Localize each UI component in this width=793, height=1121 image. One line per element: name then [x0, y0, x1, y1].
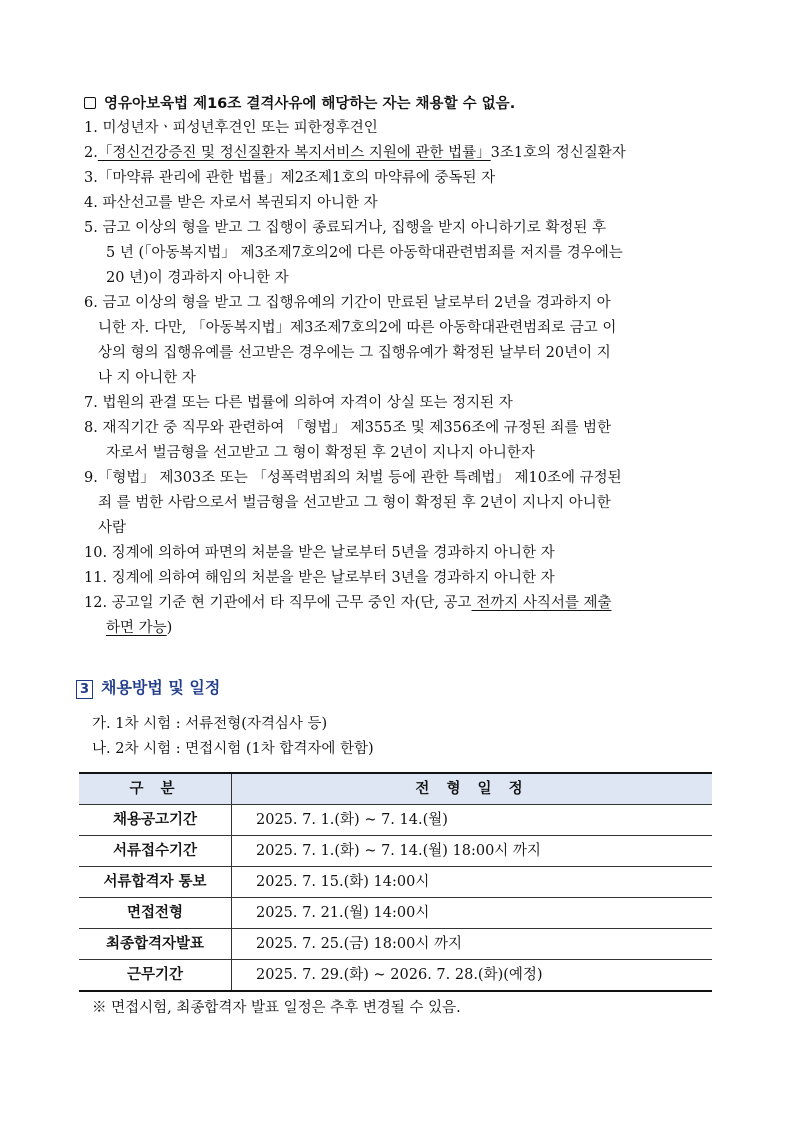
- section-heading: [76, 675, 220, 699]
- item-line: 5 년 (「아동복지법」 제3조제7호의2에 다른 아동학대관련범죄를 저지를 경우에는: [106, 245, 623, 261]
- list-item: [84, 391, 720, 416]
- row-label: 서류합격자 통보: [79, 867, 232, 898]
- item-line: 자로서 벌금형을 선고받고 그 형이 확정된 후 2년이 지나지 아니한자: [106, 445, 535, 461]
- item-line: 죄 를 범한 사람으로서 벌금형을 선고받고 그 형이 확정된 후 2년이 지나지 아니한: [98, 495, 611, 511]
- row-label: 서류접수기간: [79, 836, 232, 867]
- item-line: 11. 징계에 의하여 해임의 처분을 받은 날로부터 3년을 경과하지 아니한 자: [84, 570, 555, 586]
- item-line: 5. 금고 이상의 형을 받고 그 집행이 종료되거나, 집행을 받지 아니하기로 확정된 후: [84, 220, 606, 236]
- row-label: 최종합격자발표: [79, 929, 232, 960]
- list-item: [84, 166, 720, 191]
- table-row: [79, 929, 712, 960]
- item-line: 10. 징계에 의하여 파면의 처분을 받은 날로부터 5년을 경과하지 아니한 자: [84, 545, 555, 561]
- row-value: 2025. 7. 15.(화) 14:00시: [232, 867, 713, 898]
- header-schedule: 전 형 일 정: [232, 773, 713, 805]
- item-underlined-text: 전까지 사직서를 제출: [471, 595, 612, 611]
- list-item: [84, 416, 720, 466]
- table-header-row: [79, 773, 712, 805]
- list-item: [84, 591, 720, 641]
- row-value: 2025. 7. 1.(화) ~ 7. 14.(월) 18:00시 까지: [232, 836, 713, 867]
- item-underlined-text: 하면 가능: [106, 620, 167, 636]
- table-row: [79, 805, 712, 836]
- list-item: [84, 141, 720, 166]
- item-line: [84, 616, 720, 641]
- item-line: [84, 141, 720, 166]
- item-line: 4. 파산선고를 받은 자로서 복권되지 아니한 자: [84, 195, 378, 211]
- row-label: 채용공고기간: [79, 805, 232, 836]
- row-label: 면접전형: [79, 898, 232, 929]
- disqualification-list: [84, 116, 720, 641]
- table-row: [79, 898, 712, 929]
- item-line: 나 지 아니한 자: [98, 370, 196, 386]
- item-line: 상의 형의 집행유예를 선고받은 경우에는 그 집행유예가 확정된 날부터 20년이 지: [98, 345, 611, 361]
- list-item: [84, 541, 720, 566]
- item-line: 6. 금고 이상의 형을 받고 그 집행유예의 기간이 만료된 날로부터 2년을 경과하지 아: [84, 295, 611, 311]
- item-line: 8. 재직기간 중 직무와 관련하여 「형법」 제355조 및 제356조에 규정된 죄를 범한: [84, 420, 612, 436]
- item-line: 7. 법원의 관결 또는 다른 법률에 의하여 자격이 상실 또는 정지된 자: [84, 395, 513, 411]
- method-list: [92, 712, 374, 762]
- section-title: 채용방법 및 일정: [101, 678, 221, 697]
- method-item: 가. 1차 시험 : 서류전형(자격심사 등): [92, 716, 328, 732]
- item-suffix: 3조1호의 정신질환자: [490, 145, 626, 161]
- header-category: 구 분: [79, 773, 232, 805]
- table-row: [79, 836, 712, 867]
- item-prefix: 2.: [84, 145, 98, 161]
- list-item: [84, 116, 720, 141]
- item-line: 사람: [98, 520, 127, 536]
- schedule-note: ※ 면접시험, 최종합격자 발표 일정은 추후 변경될 수 있음.: [92, 1000, 461, 1016]
- item-line: 3.「마약류 관리에 관한 법률」제2조제1호의 마약류에 중독된 자: [84, 170, 496, 186]
- schedule-table: [79, 772, 712, 992]
- list-item: [84, 466, 720, 541]
- item-line: 20 년)이 경과하지 아니한 자: [106, 270, 289, 286]
- table-row: [79, 960, 712, 992]
- item-line: 9.「형법」 제303조 또는 「성폭력범죄의 처벌 등에 관한 특례법」 제10조에 규정된: [84, 470, 622, 486]
- item-line: 1. 미성년자ㆍ피성년후견인 또는 피한정후견인: [84, 120, 378, 136]
- section-number-box: 3: [76, 680, 93, 699]
- item-underlined-text: 「정신건강증진 및 정신질환자 복지서비스 지원에 관한 법률」: [97, 145, 491, 161]
- list-item: [84, 216, 720, 291]
- item-tail: ): [166, 620, 173, 636]
- item-lead: 12. 공고일 기준 현 기관에서 타 직무에 근무 중인 자(단, 공고: [84, 595, 472, 611]
- row-label: 근무기간: [79, 960, 232, 992]
- row-value: 2025. 7. 29.(화) ~ 2026. 7. 28.(화)(예정): [232, 960, 713, 992]
- disqualification-heading-text: 영유아보육법 제16조 결격사유에 해당하는 자는 채용할 수 없음.: [104, 96, 516, 112]
- list-item: [84, 566, 720, 591]
- method-item: 나. 2차 시험 : 면접시험 (1차 합격자에 한함): [92, 741, 374, 757]
- row-value: 2025. 7. 21.(월) 14:00시: [232, 898, 713, 929]
- row-value: 2025. 7. 1.(화) ~ 7. 14.(월): [232, 805, 713, 836]
- item-line: 니한 자. 다만, 「아동복지법」제3조제7호의2에 따른 아동학대관련범죄로 금고 이: [98, 320, 617, 336]
- checkbox-square-icon: [84, 97, 96, 109]
- table-row: [79, 867, 712, 898]
- row-value: 2025. 7. 25.(금) 18:00시 까지: [232, 929, 713, 960]
- list-item: [84, 191, 720, 216]
- list-item: [84, 291, 720, 391]
- item-line: [84, 591, 720, 616]
- disqualification-heading: [84, 92, 724, 113]
